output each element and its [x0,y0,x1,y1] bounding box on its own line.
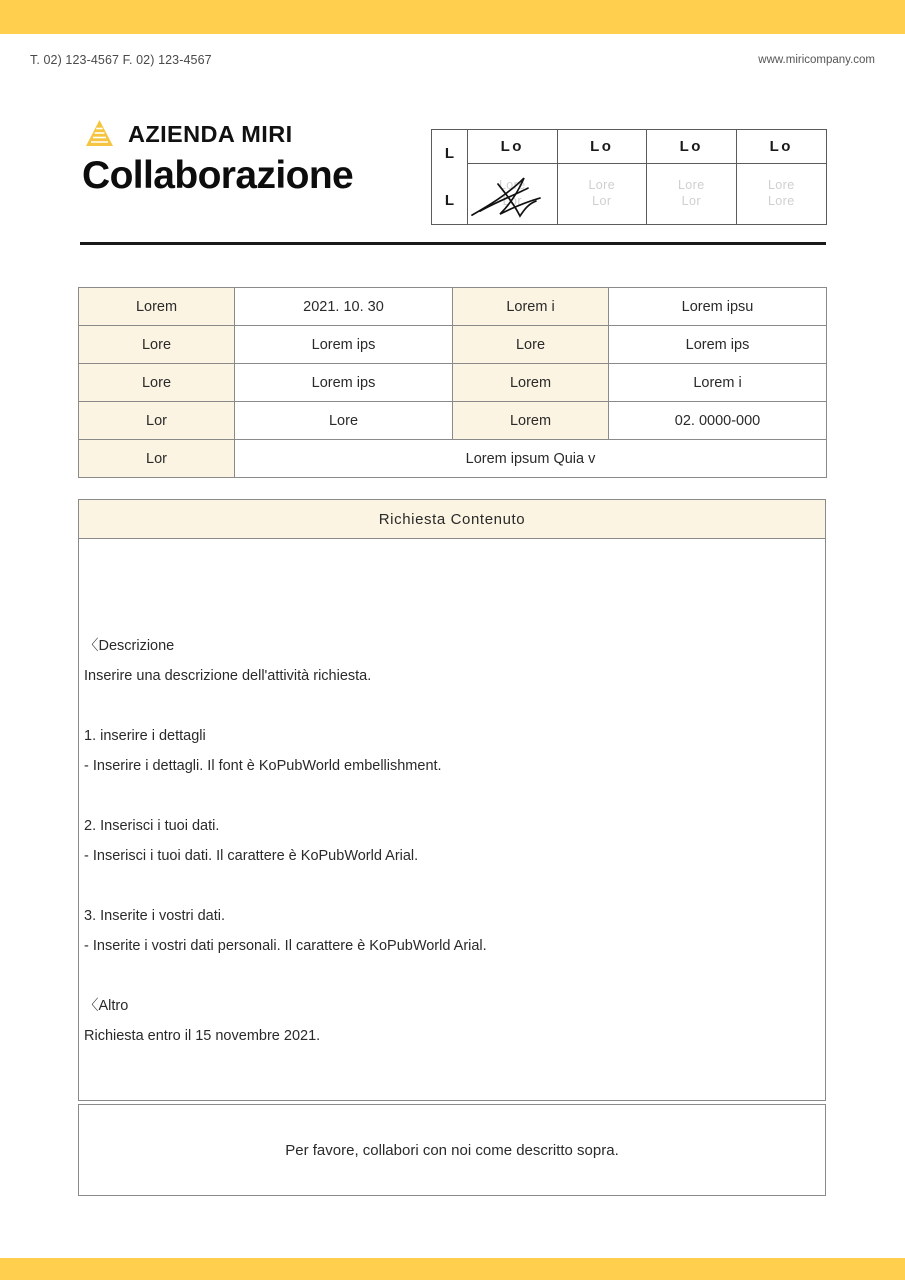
top-accent-bar [0,0,905,34]
content-line: 〈Altro [84,998,129,1014]
phone-fax-text: T. 02) 123-4567 F. 02) 123-4567 [30,53,212,67]
content-line [84,871,822,901]
info-cell: Lorem ips [235,364,453,402]
approval-placeholder-line: Lor [681,194,701,208]
approval-signature-cell[interactable] [468,164,557,224]
info-cell: Lorem i [453,288,609,326]
approval-column[interactable] [737,130,827,224]
approval-side-label-1: L [444,192,455,209]
info-cell: Lorem [453,364,609,402]
info-cell: Lore [235,402,453,440]
approval-column-head: Lo [558,130,647,164]
document-info-table [78,287,827,478]
footer-note-text: Per favore, collabori con noi come descritto sopra. [285,1141,619,1159]
approval-columns [468,130,826,224]
approval-placeholder-line: Lor [592,194,612,208]
approval-column[interactable] [647,130,737,224]
info-cell: Lorem [79,288,235,326]
info-cell: Lor [79,402,235,440]
table-row [79,402,827,440]
content-line: Richiesta entro il 15 novembre 2021. [84,1028,321,1044]
content-line: - Inserite i vostri dati personali. Il carattere è KoPubWorld Arial. [84,938,487,954]
title-divider-rule [80,242,826,245]
info-cell: Lorem [453,402,609,440]
approval-column-head: Lo [647,130,736,164]
approval-placeholder-line: Lore [498,178,526,193]
info-cell: Lore [79,364,235,402]
content-line [84,781,822,811]
approval-side-label-0: L [444,145,455,162]
table-row [79,288,827,326]
approval-placeholder-line: Lore [767,178,795,193]
content-body-text [84,631,822,1051]
info-cell: Lorem ipsu [609,288,827,326]
content-line: 3. Inserite i vostri dati. [84,908,226,924]
approval-signature-cell[interactable] [647,164,736,224]
approval-side-labels [432,130,468,224]
bottom-accent-bar [0,1258,905,1280]
approval-column[interactable] [558,130,648,224]
content-line [84,961,822,991]
approval-placeholder-line: Lore [767,194,795,208]
contact-header [0,53,905,73]
brand-block [84,120,293,148]
approval-placeholder-line: Lore [677,178,705,193]
info-cell: Lore [79,326,235,364]
approval-column-head: Lo [737,130,827,164]
brand-name: AZIENDA MIRI [128,120,293,147]
table-row [79,364,827,402]
document-page [0,34,905,1258]
approval-column[interactable] [468,130,558,224]
content-section-box[interactable] [78,539,826,1101]
info-cell: Lorem ips [609,326,827,364]
content-section-heading: Richiesta Contenuto [78,499,826,539]
table-row [79,326,827,364]
footer-note-box [78,1104,826,1196]
table-row [79,440,827,478]
approval-placeholder-line: Lore [588,178,616,193]
approval-signature-table [431,129,827,225]
content-line [84,691,822,721]
info-cell: Lorem ips [235,326,453,364]
content-line: 2. Inserisci i tuoi dati. [84,818,220,834]
content-line: - Inserire i dettagli. Il font è KoPubWorld embellishment. [84,758,442,774]
content-line: 1. inserire i dettagli [84,728,206,744]
info-cell: Lor [79,440,235,478]
content-line: Inserire una descrizione dell'attività richiesta. [84,668,372,684]
page-title: Collaborazione [82,154,354,197]
info-cell: 2021. 10. 30 [235,288,453,326]
website-text: www.miricompany.com [758,54,875,66]
pyramid-logo-icon [84,120,115,148]
approval-signature-cell[interactable] [558,164,647,224]
content-line: 〈Descrizione [84,638,175,654]
info-cell: Lore [453,326,609,364]
content-line: - Inserisci i tuoi dati. Il carattere è KoPubWorld Arial. [84,848,419,864]
info-cell: 02. 0000-000 [609,402,827,440]
approval-placeholder-line: Lor [502,194,522,208]
approval-signature-cell[interactable] [737,164,827,224]
info-cell: Lorem i [609,364,827,402]
approval-column-head: Lo [468,130,557,164]
info-cell: Lorem ipsum Quia v [235,440,827,478]
